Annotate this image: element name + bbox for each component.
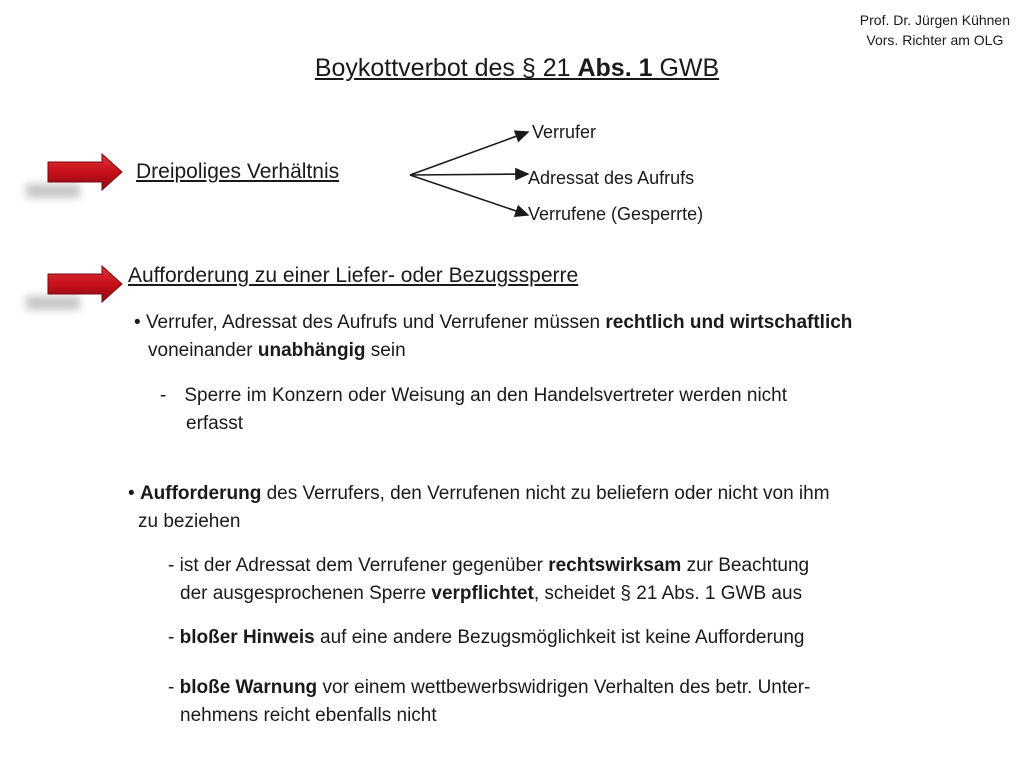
- bullet-item-2: [128, 480, 830, 536]
- sub3-text-b: auf eine andere Bezugsmöglichkeit ist keine Aufforderung: [314, 627, 805, 648]
- bullet1-text-c: sein: [365, 340, 406, 361]
- sub4-text-b: vor einem wettbewerbswidrigen Verhalten des betr. Unter-: [317, 677, 811, 698]
- bullet-marker: •: [128, 483, 135, 504]
- author-name: Prof. Dr. Jürgen Kühnen: [859, 12, 1010, 28]
- branch-diagram: [400, 120, 540, 230]
- bullet1-bold-a: rechtlich und wirtschaftlich: [605, 312, 853, 333]
- author-block: [860, 10, 1010, 50]
- sub-item-3: [168, 624, 805, 652]
- sub3-bold-a: bloßer Hinweis: [179, 627, 315, 648]
- section1-heading: Dreipoliges Verhältnis: [136, 160, 340, 183]
- sub2-bold-a: rechtswirksam: [548, 555, 682, 576]
- bullet2-bold-a: Aufforderung: [139, 483, 262, 504]
- title-text-b: GWB: [652, 54, 720, 82]
- branch-label-verrufene: Verrufene (Gesperrte): [528, 204, 704, 224]
- sub-item-1: [160, 382, 787, 438]
- sub2-bold-b: verpflichtet: [431, 583, 534, 604]
- sub1-line2: erfasst: [186, 413, 244, 434]
- sub4-bold-a: bloße Warnung: [179, 677, 318, 698]
- sub2-text-c: der ausgesprochenen Sperre: [180, 583, 432, 604]
- title-text-a: Boykottverbot des § 21: [314, 54, 578, 82]
- title-text-bold: Abs. 1: [577, 54, 653, 82]
- branch-line-middle: [410, 174, 528, 175]
- bullet2-text-a: des Verrufers, den Verrufenen nicht zu beliefern oder nicht von ihm: [261, 483, 830, 504]
- author-title: Vors. Richter am OLG: [866, 32, 1004, 48]
- sub1-dash: -: [160, 385, 167, 406]
- section2-heading: Aufforderung zu einer Liefer- oder Bezugssperre: [128, 264, 579, 287]
- sub1-line1: Sperre im Konzern oder Weisung an den Handelsvertreter werden nicht: [184, 385, 788, 406]
- bullet-item-1: [134, 309, 852, 365]
- page-title: [0, 54, 1024, 83]
- bullet1-bold-b: unabhängig: [257, 340, 366, 361]
- bullet-marker: •: [134, 312, 141, 333]
- branch-label-verrufer: Verrufer: [532, 122, 597, 142]
- branch-label-adressat: Adressat des Aufrufs: [528, 168, 695, 188]
- sub3-text-a: -: [168, 627, 180, 648]
- bullet2-line2: zu beziehen: [138, 511, 241, 532]
- sub2-text-b: zur Beachtung: [681, 555, 810, 576]
- branch-line-top: [410, 132, 528, 175]
- sub-item-4: [168, 674, 810, 730]
- sub4-text-a: -: [168, 677, 180, 698]
- sub2-text-a: - ist der Adressat dem Verrufener gegenüber: [168, 555, 549, 576]
- bullet1-text-b: voneinander: [148, 340, 258, 361]
- branch-line-bottom: [410, 175, 528, 215]
- bullet1-text-a: Verrufer, Adressat des Aufrufs und Verrufener müssen: [145, 312, 606, 333]
- sub-item-2: [168, 552, 809, 608]
- sub2-text-d: , scheidet § 21 Abs. 1 GWB aus: [533, 583, 803, 604]
- sub4-line2: nehmens reicht ebenfalls nicht: [180, 705, 437, 726]
